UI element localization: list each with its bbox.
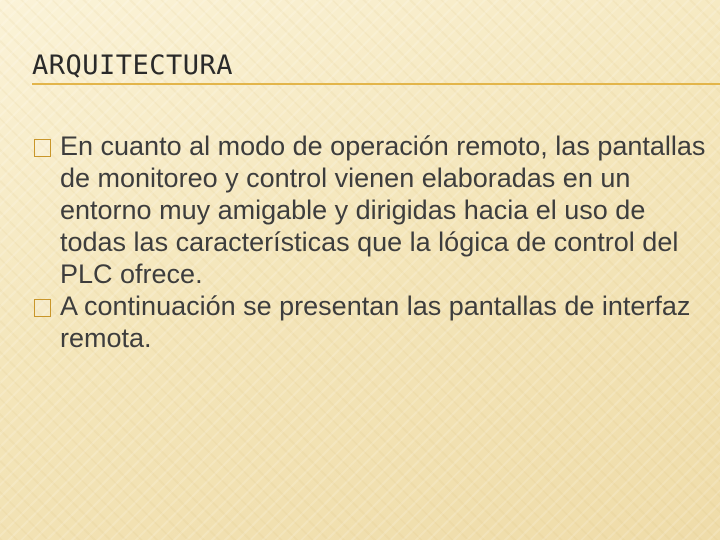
bullet-item bbox=[32, 130, 708, 290]
slide-title: ARQUITECTURA bbox=[32, 50, 234, 81]
bullet-text: A continuación se presentan las pantallas de interfaz remota. bbox=[60, 291, 691, 353]
square-bullet-icon bbox=[34, 139, 51, 157]
title-underline bbox=[32, 83, 720, 85]
square-bullet-icon bbox=[34, 299, 51, 317]
bullet-item bbox=[32, 290, 708, 354]
bullet-text: En cuanto al modo de operación remoto, las pantallas de monitoreo y control vienen elaboradas en un entorno muy amigable y dirigidas hacia el uso de todas las características que la lógica de control del PLC ofrece. bbox=[60, 131, 706, 289]
bullet-list bbox=[32, 130, 708, 354]
